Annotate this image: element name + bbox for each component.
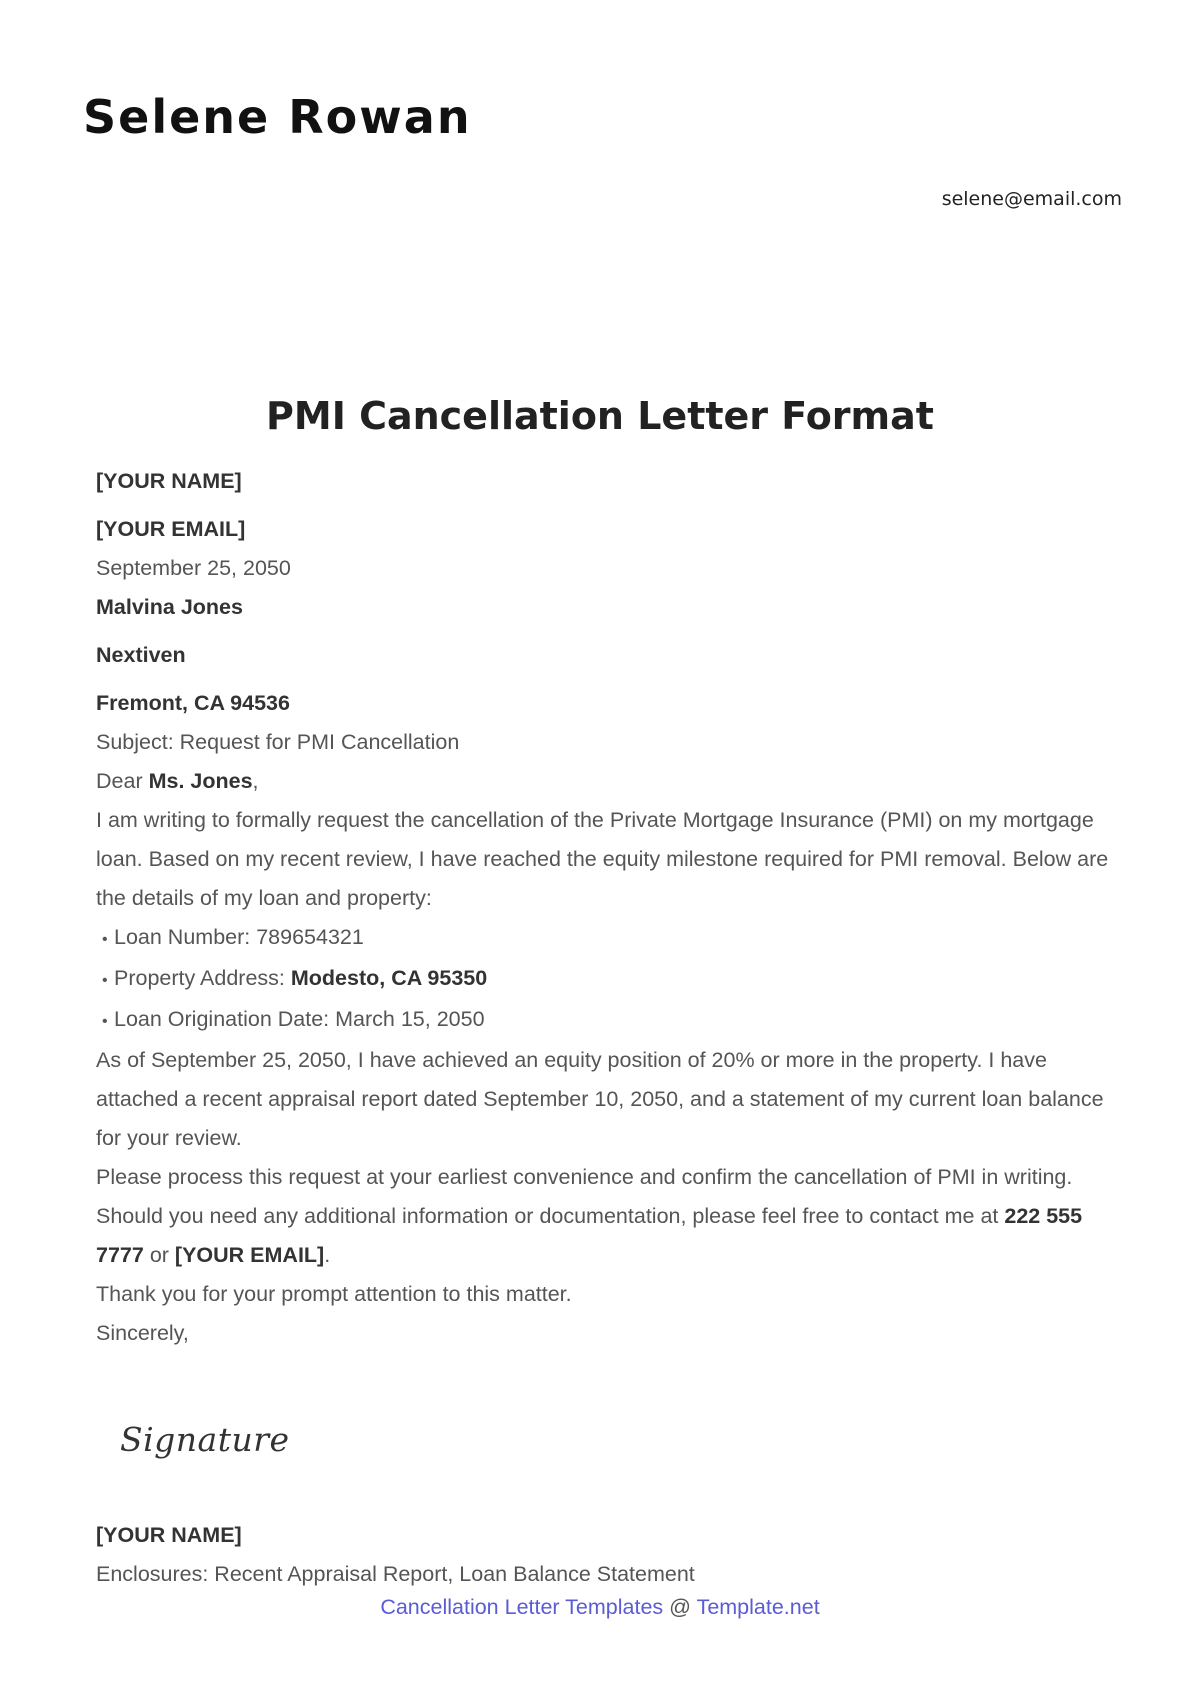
request-end: . (324, 1243, 331, 1267)
salutation-prefix: Dear (96, 769, 149, 793)
signoff: Sincerely, (96, 1321, 189, 1345)
letter-body (96, 462, 1116, 1353)
recipient-company: Nextiven (96, 643, 186, 667)
salutation-suffix: , (252, 769, 259, 793)
bullet-icon: • (102, 1013, 108, 1030)
document-title: PMI Cancellation Letter Format (266, 394, 934, 438)
letter-date: September 25, 2050 (96, 556, 291, 580)
bullet-icon: • (102, 931, 108, 948)
templates-link[interactable]: Cancellation Letter Templates (380, 1595, 664, 1619)
contact-phone: 222 555 7777 (96, 1204, 1083, 1267)
request-text: Please process this request at your earliest convenience and confirm the cancellation of PMI in writing. Should you need any additional information or documentation, please feel free to contact me at (96, 1165, 1073, 1228)
closing-name: [YOUR NAME] (96, 1523, 242, 1547)
paragraph-equity: As of September 25, 2050, I have achieved an equity position of 20% or more in the property. I have attached a recent appraisal report dated September 10, 2050, and a statement of my current loan balance for your review. (96, 1048, 1104, 1150)
property-value: Modesto, CA 95350 (290, 966, 488, 990)
list-item-origination (96, 1000, 1116, 1041)
paragraph-thanks: Thank you for your prompt attention to this matter. (96, 1282, 572, 1306)
origination-value: March 15, 2050 (335, 1007, 485, 1031)
property-label: Property Address: (114, 966, 291, 990)
signature: Signature (120, 1420, 290, 1459)
footer (0, 1595, 1200, 1620)
author-email: selene@email.com (941, 188, 1122, 210)
author-name: Selene Rowan (83, 90, 472, 144)
list-item-loan-number (96, 918, 1116, 959)
closing-block (96, 1516, 695, 1594)
loan-number-value: 789654321 (256, 925, 364, 949)
sender-name: [YOUR NAME] (96, 469, 242, 493)
loan-number-label: Loan Number: (114, 925, 257, 949)
salutation-name: Ms. Jones (148, 769, 253, 793)
salutation (96, 762, 1116, 801)
enclosures: Enclosures: Recent Appraisal Report, Loan Balance Statement (96, 1562, 695, 1586)
paragraph-request (96, 1158, 1116, 1275)
recipient-city: Fremont, CA 94536 (96, 691, 290, 715)
list-item-property (96, 959, 1116, 1000)
subject-line: Subject: Request for PMI Cancellation (96, 730, 460, 754)
template-net-link[interactable]: Template.net (696, 1595, 820, 1619)
paragraph-intro: I am writing to formally request the cancellation of the Private Mortgage Insurance (PMI) on my mortgage loan. Based on my recent review, I have reached the equity milestone required for PMI removal. Below are the details of my loan and property: (96, 808, 1109, 910)
recipient-name: Malvina Jones (96, 595, 243, 619)
contact-email: [YOUR EMAIL] (174, 1243, 325, 1267)
request-or: or (143, 1243, 175, 1267)
footer-separator: @ (663, 1595, 697, 1619)
origination-label: Loan Origination Date: (114, 1007, 336, 1031)
bullet-icon: • (102, 972, 108, 989)
sender-email: [YOUR EMAIL] (96, 517, 246, 541)
